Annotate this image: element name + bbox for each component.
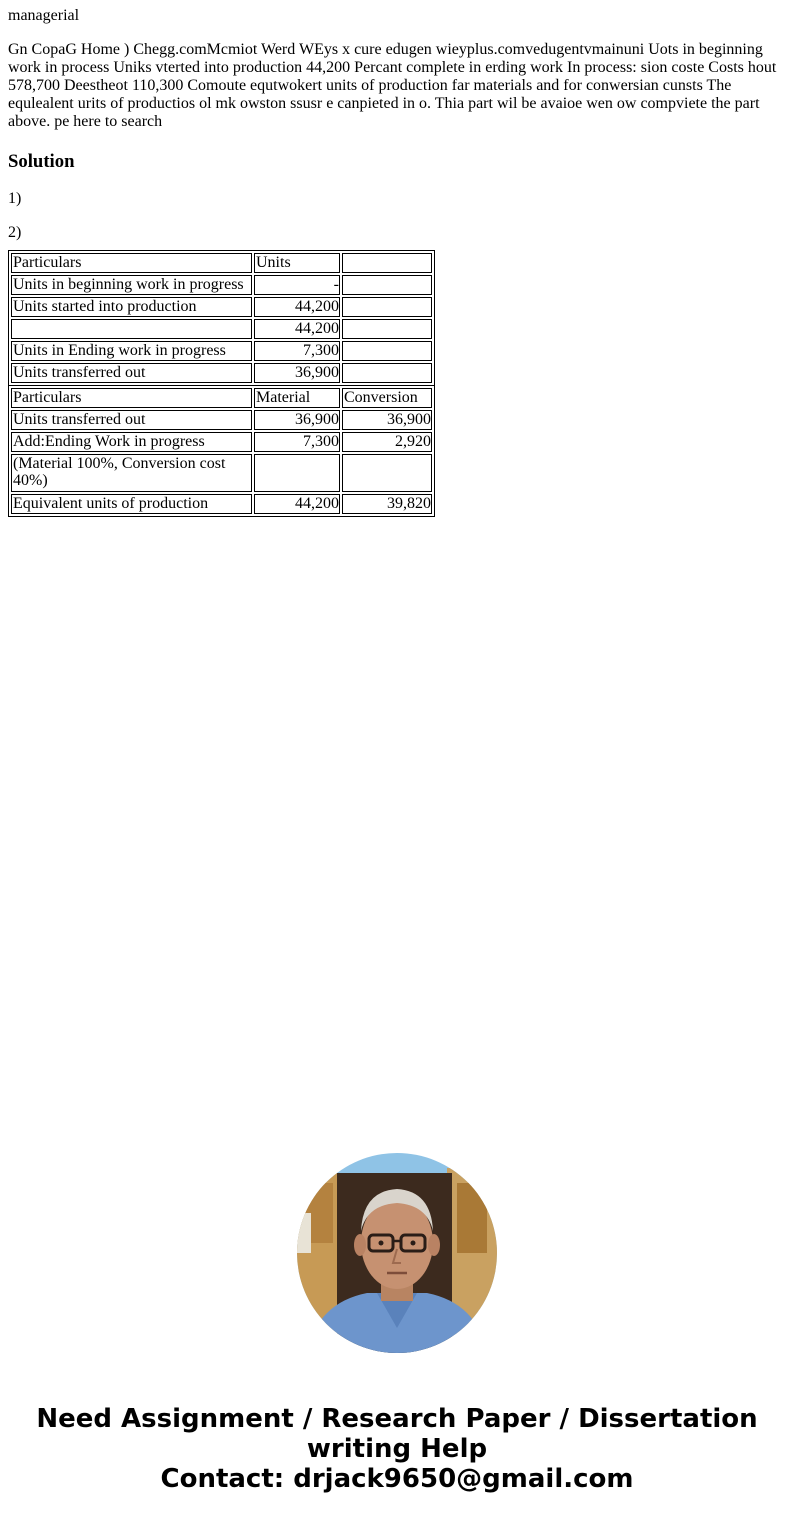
table-cell: Units bbox=[254, 253, 340, 273]
table-cell: 36,900 bbox=[254, 363, 340, 383]
table-row bbox=[11, 275, 432, 295]
table-cell: 36,900 bbox=[254, 410, 340, 430]
table-row bbox=[11, 494, 432, 514]
table-cell: 44,200 bbox=[254, 319, 340, 339]
table-cell bbox=[342, 275, 432, 295]
question-text: Gn CopaG Home ) Chegg.comMcmiot Werd WEys x cure edugen wieyplus.comvedugentvmainuni Uots in beginning work in process Uniks vterted into production 44,200 Percant complete in erding work In process: sion coste Costs hout 578,700 Deestheot 110,300 Comoute equtwokert units of production far materials and for conwersian cunsts The equlealent urits of productios ol mk owston ssusr e canpieted in o. Thia part wil be avaioe wen ow compviete the part above. pe here to search bbox=[8, 41, 777, 130]
table-cell bbox=[342, 341, 432, 361]
table-cell: Units in Ending work in progress bbox=[11, 341, 252, 361]
table-row bbox=[11, 253, 432, 273]
table-cell: Units transferred out bbox=[11, 410, 252, 430]
table-cell: 36,900 bbox=[342, 410, 432, 430]
table-cell bbox=[11, 319, 252, 339]
table-cell: 39,820 bbox=[342, 494, 432, 514]
table-cell: 44,200 bbox=[254, 297, 340, 317]
part-2-label: 2) bbox=[8, 224, 22, 241]
table-cell: (Material 100%, Conversion cost 40%) bbox=[11, 454, 252, 492]
table-row bbox=[11, 319, 432, 339]
page-title: managerial bbox=[8, 7, 80, 24]
table-cell: Units in beginning work in progress bbox=[11, 275, 252, 295]
table-cell: 7,300 bbox=[254, 341, 340, 361]
part-1-label: 1) bbox=[8, 190, 22, 207]
table-row bbox=[11, 410, 432, 430]
table-cell: Equivalent units of production bbox=[11, 494, 252, 514]
table-cell: 7,300 bbox=[254, 432, 340, 452]
table-cell: Particulars bbox=[11, 388, 252, 408]
ad-line-1: Need Assignment / Research Paper / Dissertation bbox=[36, 1404, 758, 1434]
table-cell: Material bbox=[254, 388, 340, 408]
table-row bbox=[11, 341, 432, 361]
table-row bbox=[11, 454, 432, 492]
table-row bbox=[11, 363, 432, 383]
table-cell: Conversion bbox=[342, 388, 432, 408]
solution-heading: Solution bbox=[8, 151, 75, 172]
help-advertisement bbox=[0, 1404, 794, 1494]
table-cell: Add:Ending Work in progress bbox=[11, 432, 252, 452]
table-cell bbox=[342, 363, 432, 383]
solution-table bbox=[8, 250, 435, 386]
table-cell bbox=[342, 454, 432, 492]
table-cell: Units transferred out bbox=[11, 363, 252, 383]
table-cell: 2,920 bbox=[342, 432, 432, 452]
table-cell bbox=[342, 319, 432, 339]
table-row bbox=[11, 388, 432, 408]
tutor-avatar bbox=[297, 1153, 497, 1353]
table-row bbox=[11, 297, 432, 317]
table-cell: - bbox=[254, 275, 340, 295]
table-cell bbox=[342, 253, 432, 273]
table-cell bbox=[342, 297, 432, 317]
ad-contact-line: Contact: drjack9650@gmail.com bbox=[160, 1464, 634, 1494]
table-cell: 44,200 bbox=[254, 494, 340, 514]
table-cell: Particulars bbox=[11, 253, 252, 273]
ad-line-2: writing Help bbox=[306, 1434, 488, 1464]
table-cell bbox=[254, 454, 340, 492]
table-row bbox=[11, 432, 432, 452]
table-cell: Units started into production bbox=[11, 297, 252, 317]
equivalent-units-table bbox=[8, 385, 435, 517]
page-content bbox=[8, 0, 786, 517]
